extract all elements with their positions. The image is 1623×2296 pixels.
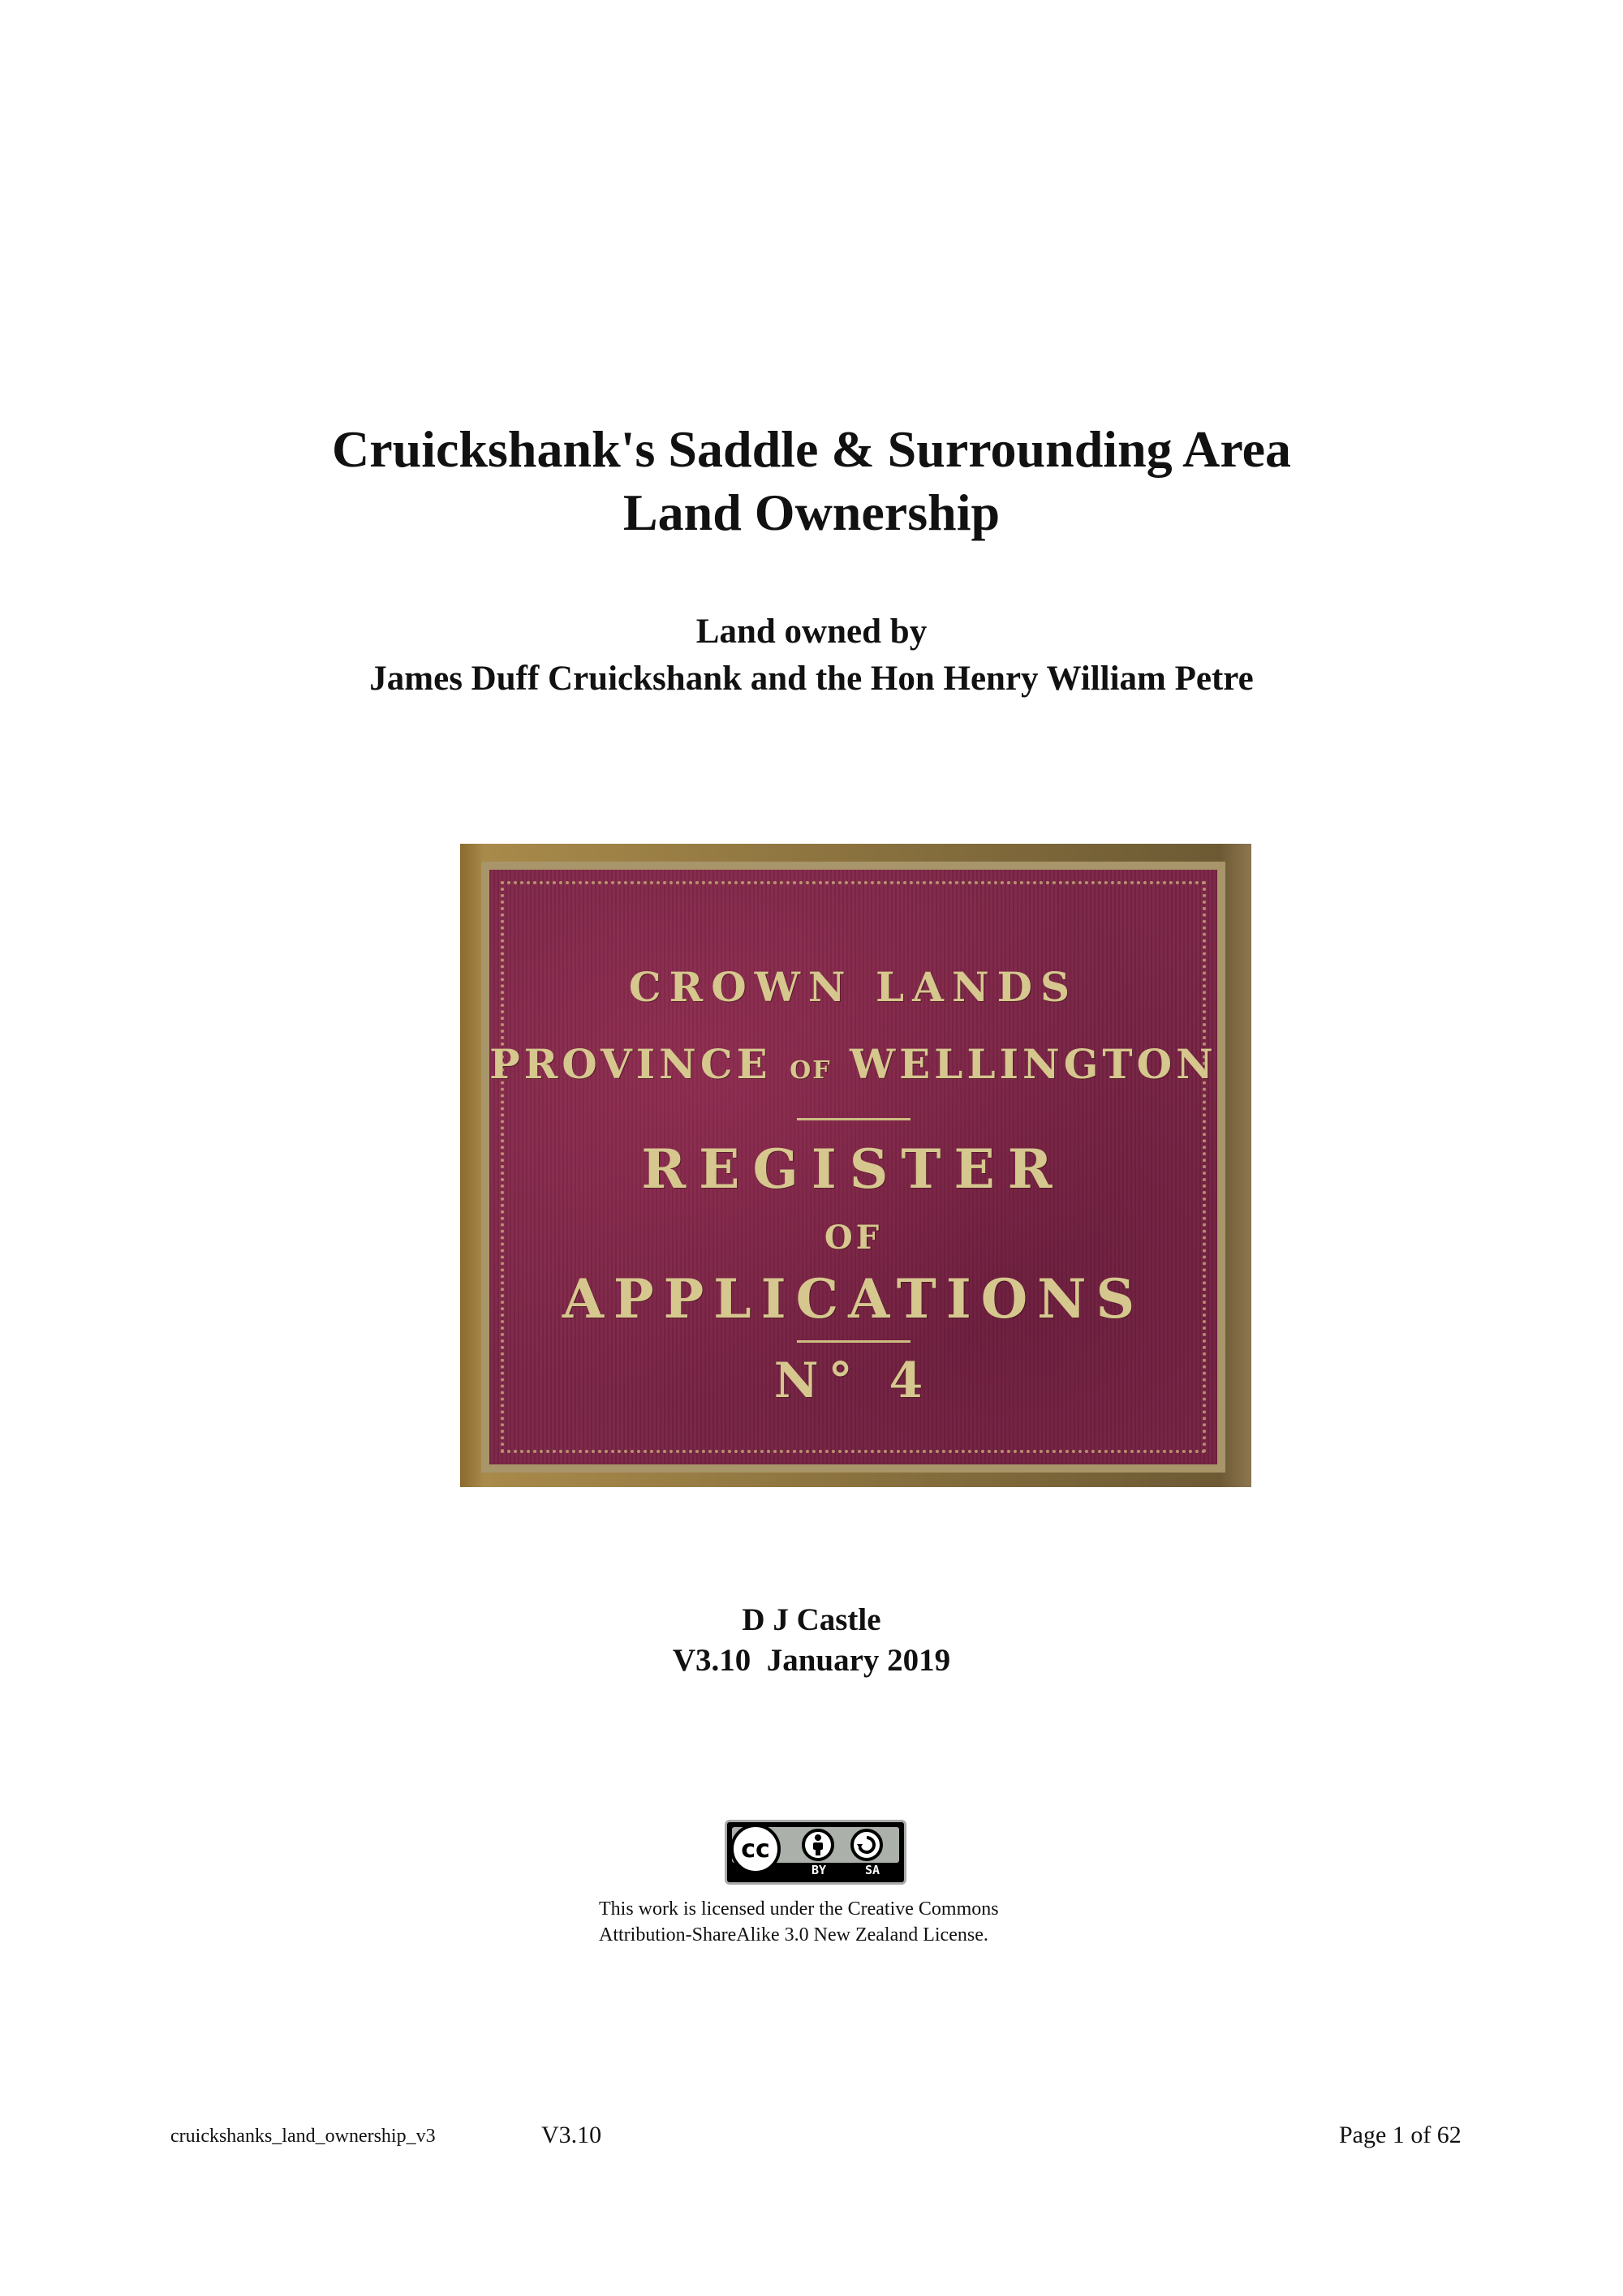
badge-sa-label: SA bbox=[864, 1863, 880, 1877]
cover-divider-2 bbox=[797, 1340, 911, 1343]
register-cover-photo bbox=[460, 844, 1251, 1487]
document-subtitle bbox=[0, 608, 1623, 703]
cover-text-register: REGISTER bbox=[641, 1137, 1065, 1201]
cover-text-crown-lands: CROWN LANDS bbox=[628, 963, 1078, 1011]
cc-icon: cc bbox=[730, 1824, 781, 1874]
version-date: V3.10 January 2019 bbox=[672, 1643, 951, 1678]
attribution-icon bbox=[802, 1829, 834, 1861]
cover-text-province-word: PROVINCE bbox=[489, 1040, 772, 1088]
cover-text-province-of: OF bbox=[790, 1056, 832, 1085]
cc-by-sa-badge[interactable] bbox=[725, 1820, 906, 1885]
person-icon bbox=[809, 1834, 827, 1855]
document-title bbox=[0, 418, 1623, 544]
cover-text-applications: APPLICATIONS bbox=[562, 1267, 1145, 1331]
cover-text-wellington: WELLINGTON bbox=[850, 1040, 1217, 1088]
title-line-2: Land Ownership bbox=[622, 484, 1001, 541]
footer-filename: cruickshanks_land_ownership_v3 bbox=[170, 2126, 436, 2147]
subtitle-line-2: James Duff Cruickshank and the Hon Henry William Petre bbox=[369, 660, 1254, 698]
footer-page-number: Page 1 of 62 bbox=[1339, 2122, 1462, 2148]
license-line-2: Attribution-ShareAlike 3.0 New Zealand License. bbox=[599, 1924, 988, 1946]
author-name: D J Castle bbox=[742, 1602, 881, 1637]
cover-text-number: N° 4 bbox=[773, 1352, 933, 1409]
footer-version: V3.10 bbox=[541, 2122, 602, 2148]
leather-cover bbox=[481, 862, 1225, 1473]
badge-by-label: BY bbox=[811, 1863, 827, 1877]
subtitle-line-1: Land owned by bbox=[695, 613, 928, 651]
title-line-1: Cruickshank's Saddle & Surrounding Area bbox=[332, 420, 1291, 478]
cover-text-province bbox=[489, 1040, 1217, 1088]
license-line-1: This work is licensed under the Creative Commons bbox=[599, 1898, 999, 1920]
badge-labels bbox=[792, 1863, 899, 1879]
share-alike-icon bbox=[850, 1829, 883, 1861]
author-block bbox=[0, 1600, 1623, 1681]
share-alike-arrow-icon bbox=[856, 1834, 877, 1855]
cover-text-of: OF bbox=[824, 1219, 883, 1257]
cover-divider-1 bbox=[797, 1118, 911, 1120]
license-text bbox=[599, 1896, 1167, 1948]
